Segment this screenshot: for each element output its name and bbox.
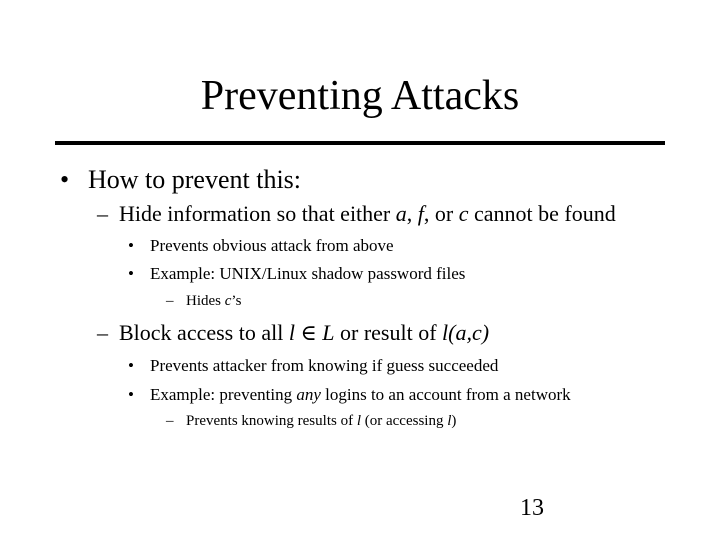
var-l: l xyxy=(288,320,295,345)
text-sep1: , xyxy=(406,201,418,226)
item-text: Prevents obvious attack from above xyxy=(150,236,394,255)
var-c: c xyxy=(458,201,469,226)
text-mid: (or accessing xyxy=(361,413,448,429)
text-pre: Example: preventing xyxy=(150,385,297,404)
bullet-glyph: • xyxy=(128,236,134,255)
title-rule xyxy=(55,141,665,145)
text-sep2: , or xyxy=(423,201,459,226)
var-l: l xyxy=(356,413,361,429)
bullet-glyph: • xyxy=(128,264,134,283)
sub-bullet-block-access xyxy=(97,320,489,346)
var-L: L xyxy=(322,320,335,345)
text-post: ’s xyxy=(231,293,242,309)
slide-title: Preventing Attacks xyxy=(200,73,520,119)
var-f: f xyxy=(417,201,424,226)
item-prevents-attacker-knowing xyxy=(128,356,498,376)
page-number: 13 xyxy=(520,495,544,521)
expr-l-a-c: l(a,c) xyxy=(442,320,490,345)
subitem-hides-c xyxy=(166,293,241,310)
text-post: logins to an account from a network xyxy=(320,385,571,404)
text-pre: Prevents knowing results of xyxy=(186,413,357,429)
bullet-glyph: • xyxy=(128,385,134,404)
bullet-glyph: • xyxy=(128,356,134,375)
sub-bullet-hide-information xyxy=(97,201,616,227)
text-pre: Hide information so that either xyxy=(119,201,396,226)
item-example-preventing-logins xyxy=(128,385,571,405)
item-text: Example: UNIX/Linux shadow password files xyxy=(150,264,466,283)
dash-glyph: – xyxy=(97,201,108,226)
var-a: a xyxy=(395,201,407,226)
item-example-shadow-password xyxy=(128,264,465,284)
var-c: c xyxy=(224,293,232,309)
var-l: l xyxy=(447,413,452,429)
item-text: Prevents attacker from knowing if guess succeeded xyxy=(150,356,499,375)
bullet-text: How to prevent this: xyxy=(88,165,302,194)
element-of-symbol: ∈ xyxy=(294,320,323,345)
item-prevents-obvious-attack xyxy=(128,236,394,256)
dash-glyph: – xyxy=(166,413,174,429)
bullet-how-to-prevent xyxy=(60,165,301,195)
text-post: ) xyxy=(451,413,457,429)
text-mid: or result of xyxy=(334,320,443,345)
text-post: cannot be found xyxy=(468,201,616,226)
dash-glyph: – xyxy=(166,293,174,309)
text-pre: Block access to all xyxy=(119,320,289,345)
dash-glyph: – xyxy=(97,320,108,345)
subitem-prevents-knowing-results xyxy=(166,413,456,430)
emphasis-any: any xyxy=(296,385,321,404)
bullet-glyph: • xyxy=(60,165,70,194)
text-pre: Hides xyxy=(186,293,225,309)
